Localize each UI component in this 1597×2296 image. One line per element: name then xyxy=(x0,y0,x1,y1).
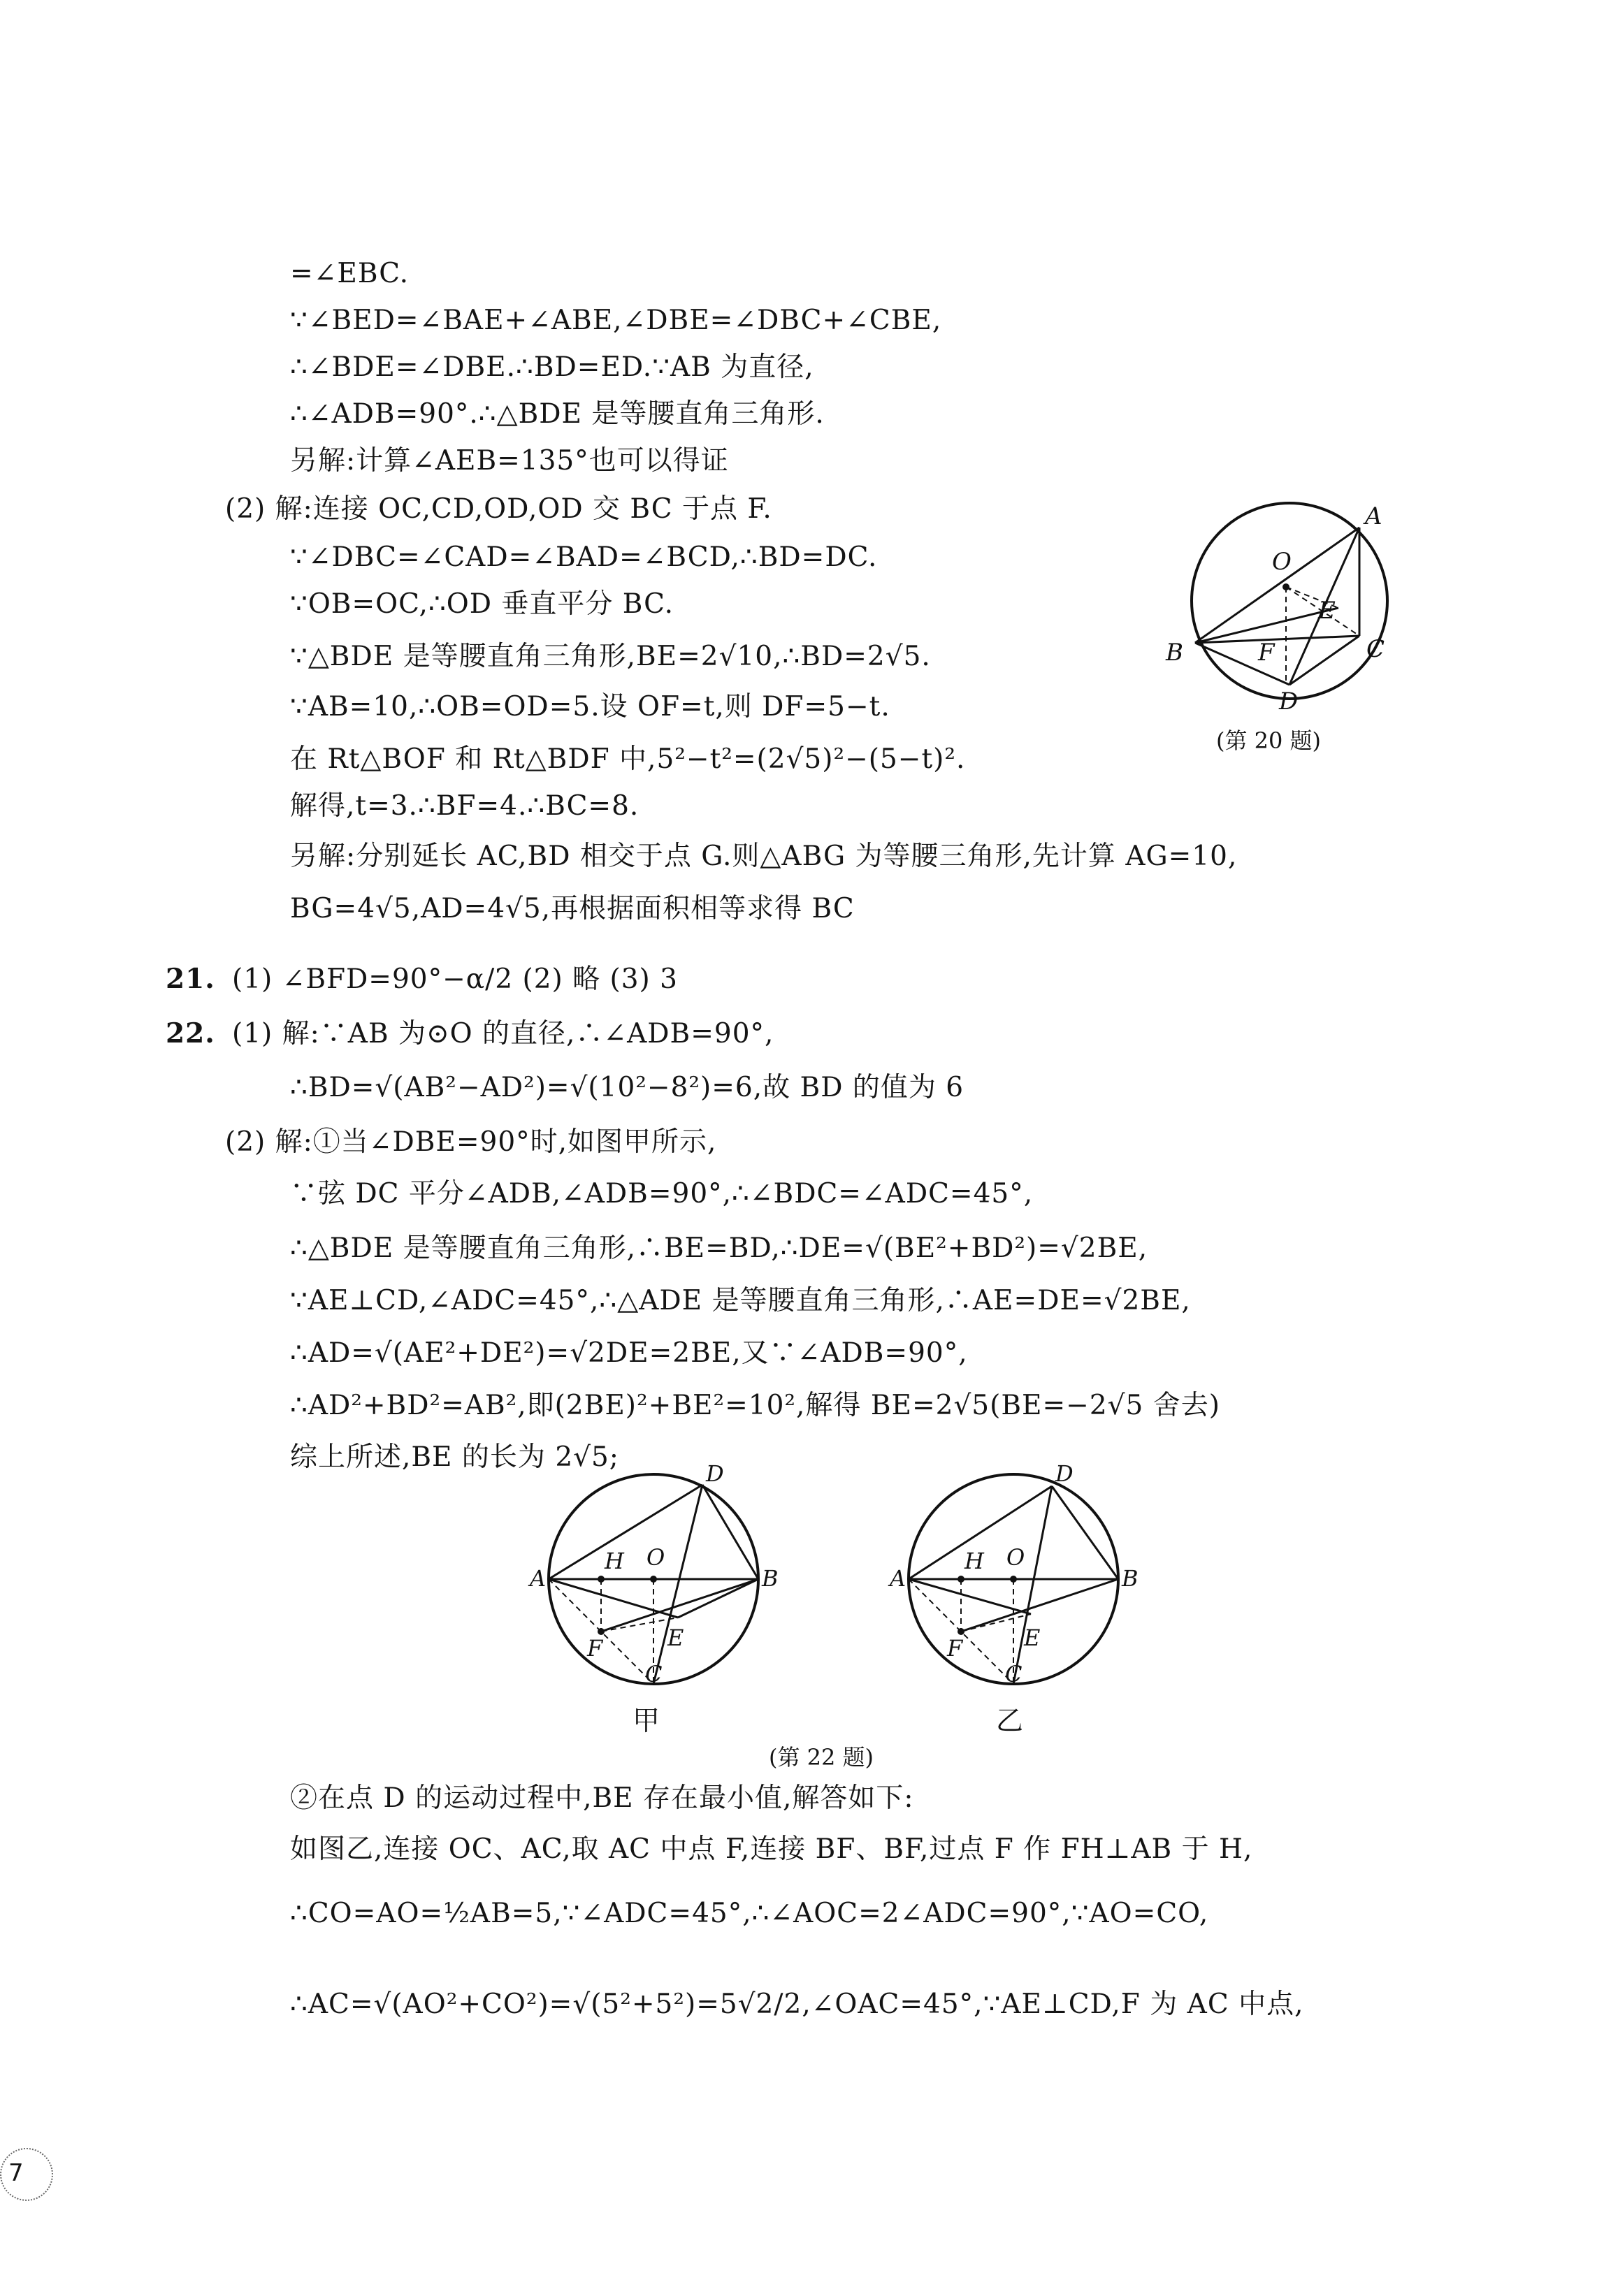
question-number: 22. xyxy=(166,1017,215,1049)
text-line: (2) 解:连接 OC,CD,OD,OD 交 BC 于点 F. xyxy=(225,493,772,525)
label-c: C xyxy=(1366,635,1385,663)
text-line: ∴∠BDE=∠DBE.∴BD=ED.∵AB 为直径, xyxy=(290,351,814,383)
text-line: ∴AD=√(AE²+DE²)=√2DE=2BE,又∵∠ADB=90°, xyxy=(290,1337,968,1369)
center-dot xyxy=(1282,583,1289,590)
text-line: ∴△BDE 是等腰直角三角形,∴BE=BD,∴DE=√(BE²+BD²)=√2BE, xyxy=(290,1233,1148,1264)
text-line: ∵弦 DC 平分∠ADB,∠ADB=90°,∴∠BDC=∠ADC=45°, xyxy=(290,1178,1034,1209)
label-b: B xyxy=(762,1565,779,1592)
question-21 xyxy=(166,959,678,1000)
text-line: ∴∠ADB=90°.∴△BDE 是等腰直角三角形. xyxy=(290,398,825,430)
question-text: (1) 解:∵AB 为⊙O 的直径,∴∠ADB=90°, xyxy=(232,1018,774,1049)
page-number: 7 xyxy=(8,2159,24,2187)
figure-20 xyxy=(1160,489,1412,727)
text-line: ∴AC=√(AO²+CO²)=√(5²+5²)=5√2/2,∠OAC=45°,∵AE⊥CD,F 为 AC 中点, xyxy=(290,1989,1304,2020)
label-f: F xyxy=(1258,639,1275,667)
text-line: ②在点 D 的运动过程中,BE 存在最小值,解答如下: xyxy=(290,1782,914,1814)
label-f: F xyxy=(947,1635,963,1662)
figure-22-yi-name: 乙 xyxy=(996,1706,1025,1737)
text-line: ∴AD²+BD²=AB²,即(2BE)²+BE²=10²,解得 BE=2√5(BE=−2√5 舍去) xyxy=(290,1390,1220,1421)
figure-22-jia-name: 甲 xyxy=(633,1706,661,1737)
label-d: D xyxy=(706,1460,724,1487)
text-line: 综上所述,BE 的长为 2√5; xyxy=(290,1441,619,1473)
label-o: O xyxy=(1272,548,1292,576)
label-d: D xyxy=(1055,1460,1074,1487)
label-e: E xyxy=(1318,597,1336,625)
text-line: 解得,t=3.∴BF=4.∴BC=8. xyxy=(290,790,639,822)
text-line: 如图乙,连接 OC、AC,取 AC 中点 F,连接 BF、BF,过点 F 作 FH⊥AB 于 H, xyxy=(290,1833,1253,1865)
text-line: 另解:分别延长 AC,BD 相交于点 G.则△ABG 为等腰三角形,先计算 AG=10, xyxy=(290,841,1238,872)
text-line: 在 Rt△BOF 和 Rt△BDF 中,5²−t²=(2√5)²−(5−t)². xyxy=(290,743,966,775)
label-c: C xyxy=(645,1661,663,1687)
label-b: B xyxy=(1166,639,1183,667)
label-a: A xyxy=(890,1565,906,1592)
text-line: ∵AB=10,∴OB=OD=5.设 OF=t,则 DF=5−t. xyxy=(290,691,890,722)
text-line: ∴CO=AO=½AB=5,∵∠ADC=45°,∴∠AOC=2∠ADC=90°,∵AO=CO, xyxy=(290,1898,1209,1929)
label-h: H xyxy=(964,1548,984,1574)
figure-22-jia-diagram xyxy=(530,1460,779,1701)
label-c: C xyxy=(1005,1661,1022,1687)
label-b: B xyxy=(1122,1565,1139,1592)
question-22 xyxy=(166,1013,774,1054)
text-line: ∵△BDE 是等腰直角三角形,BE=2√10,∴BD=2√5. xyxy=(290,641,931,672)
label-o: O xyxy=(1006,1544,1025,1571)
label-o: O xyxy=(646,1544,665,1571)
text-line: (2) 解:①当∠DBE=90°时,如图甲所示, xyxy=(225,1126,717,1158)
text-line: ∵∠BED=∠BAE+∠ABE,∠DBE=∠DBC+∠CBE, xyxy=(290,305,942,336)
question-number: 21. xyxy=(166,963,215,995)
label-a: A xyxy=(530,1565,547,1592)
text-line: 另解:计算∠AEB=135°也可以得证 xyxy=(290,445,729,477)
text-line: ∴BD=√(AB²−AD²)=√(10²−8²)=6,故 BD 的值为 6 xyxy=(290,1072,964,1103)
label-e: E xyxy=(667,1625,684,1651)
figure-20-diagram xyxy=(1160,489,1412,727)
label-d: D xyxy=(1279,688,1299,715)
text-line: ∵∠DBC=∠CAD=∠BAD=∠BCD,∴BD=DC. xyxy=(290,542,878,573)
figure-22-jia xyxy=(530,1460,779,1701)
text-line: ∵AE⊥CD,∠ADC=45°,∴△ADE 是等腰直角三角形,∴AE=DE=√2BE, xyxy=(290,1285,1191,1316)
text-line: ∵OB=OC,∴OD 垂直平分 BC. xyxy=(290,588,674,620)
label-h: H xyxy=(605,1548,624,1574)
text-line: =∠EBC. xyxy=(290,258,410,289)
question-text: (1) ∠BFD=90°−α/2 (2) 略 (3) 3 xyxy=(232,964,678,995)
figure-22-yi-diagram xyxy=(890,1460,1139,1701)
label-e: E xyxy=(1024,1625,1041,1651)
figure-22-caption: (第 22 题) xyxy=(769,1744,874,1771)
page-number-badge xyxy=(0,2148,53,2201)
text-line: BG=4√5,AD=4√5,再根据面积相等求得 BC xyxy=(290,893,855,924)
label-f: F xyxy=(587,1635,603,1662)
label-a: A xyxy=(1365,502,1382,530)
figure-22-yi xyxy=(890,1460,1139,1701)
figure-20-caption: (第 20 题) xyxy=(1216,727,1322,754)
